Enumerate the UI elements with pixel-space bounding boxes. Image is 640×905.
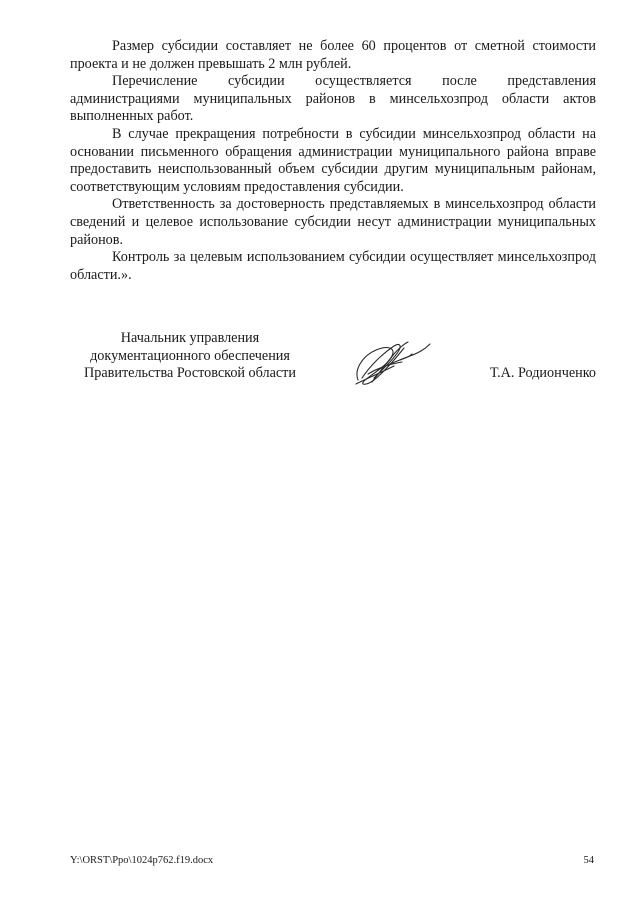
page-number: 54	[583, 855, 594, 866]
paragraph-subsidy-transfer: Перечисление субсидии осуществляется после представления администрациями муниципальных районов в минсельхозпрод области актов выполненных работ.	[70, 73, 596, 125]
paragraph-subsidy-redistribution: В случае прекращения потребности в субсидии минсельхозпрод области на основании письменного обращения администрации муниципального района вправе предоставить неиспользованный объем субсидии другим муниципальным районам, соответствующим условиям предоставления субсидии.	[70, 125, 596, 195]
signature-block	[0, 330, 640, 390]
handwritten-signature-icon	[348, 334, 434, 390]
signatory-title-line: Начальник управления	[120, 330, 260, 346]
paragraph-responsibility: Ответственность за достоверность представляемых в минсельхозпрод области сведений и целевое использование субсидии несут администрации муниципальных районов.	[70, 196, 596, 248]
document-body	[70, 38, 596, 284]
signatory-title-line: Правительства Ростовской области	[84, 365, 296, 382]
signatory-name: Т.А. Родионченко	[489, 365, 596, 381]
signatory-title-line: документационного обеспечения	[90, 347, 290, 364]
footer-file-path: Y:\ORST\Ppo\1024p762.f19.docx	[70, 855, 214, 866]
paragraph-control: Контроль за целевым использованием субсидии осуществляет минсельхозпрод области.».	[70, 249, 596, 283]
paragraph-subsidy-size: Размер субсидии составляет не более 60 процентов от сметной стоимости проекта и не должен превышать 2 млн рублей.	[70, 38, 596, 72]
signatory-title	[70, 330, 310, 383]
